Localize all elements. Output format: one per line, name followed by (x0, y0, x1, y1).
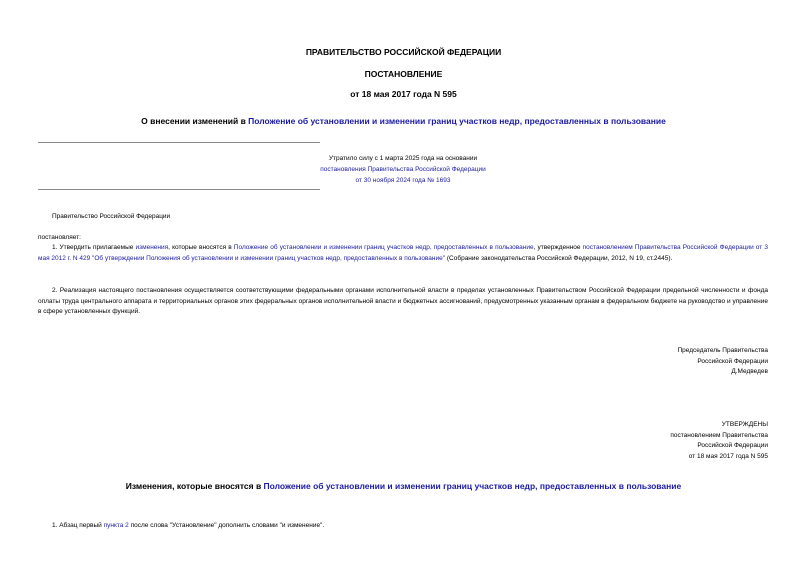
paragraph-1-mid1: , которые вносятся в (168, 244, 234, 251)
approval-line-3: Российской Федерации (697, 442, 768, 449)
approval-date: от 18 мая 2017 года N 595 (688, 452, 768, 460)
change-item-1 (52, 521, 552, 532)
regulation-link[interactable]: Положение об установлении и изменении границ участков недр, предоставленных в пользование (248, 116, 666, 126)
changes-heading (0, 481, 807, 491)
paragraph-1-mid2: , утвержденное (533, 244, 583, 251)
signature-name: Д.Медведев (731, 368, 768, 375)
document-type-heading: ПОСТАНОВЛЕНИЕ (364, 69, 443, 79)
approval-heading: УТВЕРЖДЕНЫ (721, 421, 768, 428)
invalidating-decree-link[interactable]: постановления Правительства Российской Федерации (320, 166, 486, 173)
invalid-notice (260, 153, 546, 186)
approval-line-2: постановлением Правительства (670, 431, 768, 439)
signature-block (677, 346, 768, 378)
changes-heading-prefix: Изменения, которые вносятся в (125, 481, 264, 491)
invalid-notice-text: Утратило силу с 1 марта 2025 года на основании (328, 155, 478, 162)
signature-position: Председатель Правительства (677, 347, 768, 354)
decrees-line: постановляет: (38, 234, 81, 241)
invalidating-decree-date-link[interactable]: от 30 ноября 2024 года № 1693 (355, 177, 451, 184)
changes-regulation-link[interactable]: Положение об установлении и изменении границ участков недр, предоставленных в пользование (263, 481, 682, 491)
divider-bottom (38, 189, 320, 190)
paragraph-2: 2. Реализация настоящего постановления осуществляется соответствующими федеральными органами исполнительной власти в пределах установленных Правительством Российской Федерации предельной численности и фонда оплаты труда центрального аппарата и территориальных органов этих федеральных органов исполнительной власти и бюджетных ассигнований, предусмотренных указанным органам в федеральном бюджете на руководство и управление в сфере установленных функций. (38, 287, 768, 315)
change-item-1-prefix: 1. Абзац первый (52, 522, 104, 529)
clause-2-link[interactable]: пункта 2 (103, 522, 129, 529)
change-item-1-suffix: после слова "Установление" дополнить словами "и изменение". (128, 522, 325, 529)
government-heading: ПРАВИТЕЛЬСТВО РОССИЙСКОЙ ФЕДЕРАЦИИ (305, 47, 502, 57)
regulation-link-inline[interactable]: Положение об установлении и изменении границ участков недр, предоставленных в пользование (233, 244, 534, 251)
document-title-prefix: О внесении изменений в (141, 116, 249, 126)
document-date-number: от 18 мая 2017 года N 595 (350, 89, 457, 99)
document-title (0, 116, 807, 126)
changes-link[interactable]: изменения (135, 244, 169, 251)
paragraph-1-prefix: 1. Утвердить прилагаемые (52, 244, 136, 251)
decree-429-link[interactable]: постановлением Правительства Российской Федерации от 3 мая 2012 г. N 429 "Об утверждении Положения об установлении и изменении границ участков недр, предоставленных в пользование" (38, 244, 768, 262)
paragraph-1-suffix: (Собрание законодательства Российской Федерации, 2012, N 19, ст.2445). (445, 254, 673, 262)
approval-block (670, 420, 768, 462)
paragraph-1 (38, 243, 768, 264)
government-line: Правительство Российской Федерации (52, 213, 171, 220)
divider-top (38, 142, 320, 143)
signature-country: Российской Федерации (697, 357, 768, 365)
